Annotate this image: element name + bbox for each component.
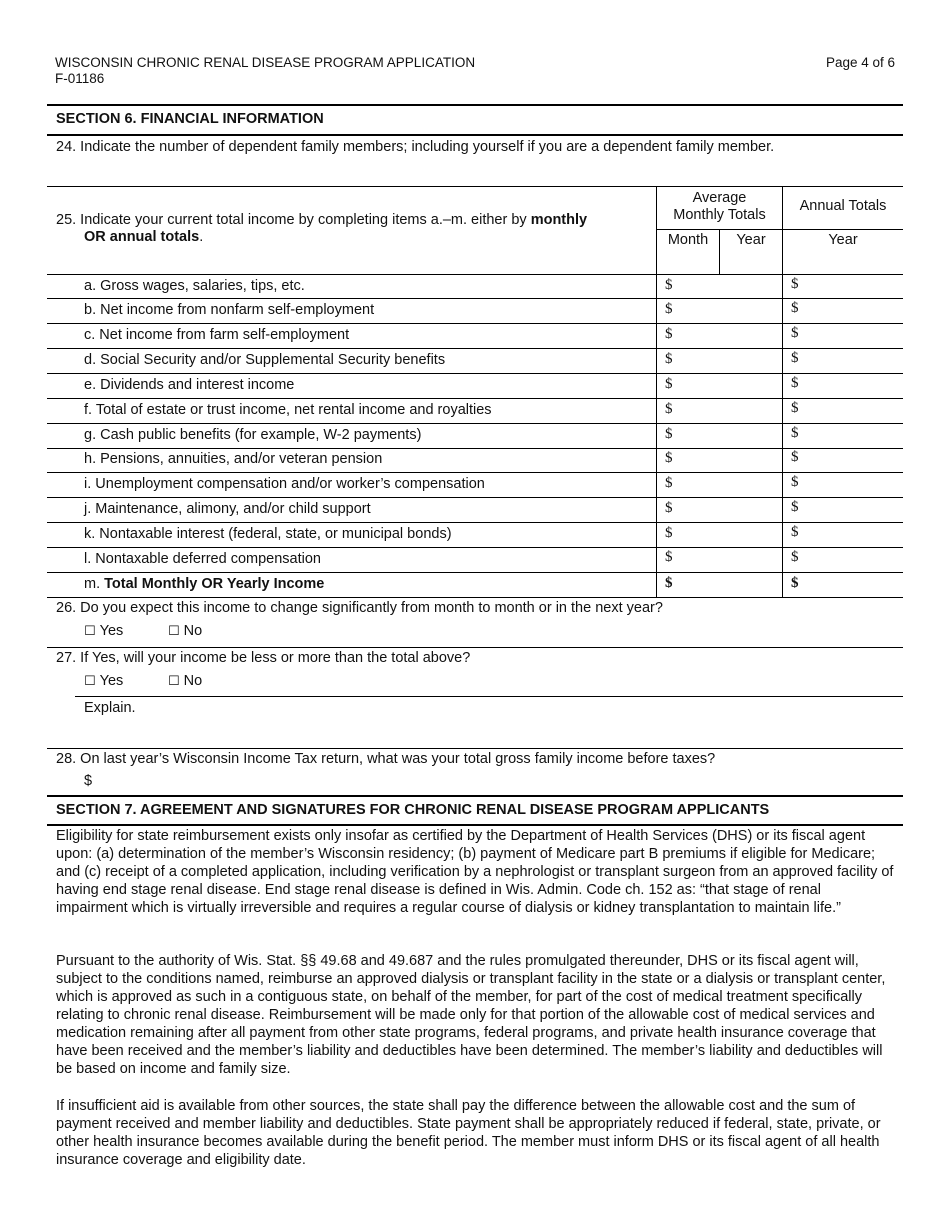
table-row-border bbox=[47, 572, 903, 573]
month-dollar-field[interactable]: $ bbox=[665, 401, 673, 417]
q25-suffix: . bbox=[199, 229, 204, 245]
q25-bold: monthly bbox=[530, 212, 588, 228]
table-row-border bbox=[47, 472, 903, 473]
row-label-total bbox=[84, 576, 324, 592]
section-row-border bbox=[47, 647, 903, 648]
month-total-field[interactable]: $ bbox=[665, 575, 673, 591]
section7-title: SECTION 7. AGREEMENT AND SIGNATURES FOR CHRONIC RENAL DISEASE PROGRAM APPLICANTS bbox=[56, 802, 770, 818]
table-row-border bbox=[47, 348, 903, 349]
month-dollar-field[interactable]: $ bbox=[665, 450, 673, 466]
section6-title: SECTION 6. FINANCIAL INFORMATION bbox=[56, 111, 324, 127]
agreement-paragraph-1: Eligibility for state reimbursement exists only insofar as certified by the Department of Health Services (DHS) or its fiscal agent upon: (a) determination of the member’s Wisconsin residency; (b) payment of Medicare part B premiums if eligible for Medicare; and (c) receipt of a completed application, including verification by a nephrologist or transplant surgeon from an approved facility of having end stage renal disease. End stage renal disease is defined in Wis. Admin. Code ch. 152 as: “that stage of renal impairment which is virtually irreversible and requires a regular course of dialysis or kidney transplantation to maintain life.” bbox=[56, 828, 894, 916]
month-dollar-field[interactable]: $ bbox=[665, 326, 673, 342]
checkbox-label: No bbox=[183, 673, 203, 689]
col-header-annual-year: Year bbox=[828, 232, 858, 248]
annual-dollar-field[interactable]: $ bbox=[791, 325, 799, 341]
table-row-border bbox=[47, 522, 903, 523]
col-header-average bbox=[657, 190, 782, 224]
row-label: j. Maintenance, alimony, and/or child support bbox=[84, 501, 371, 517]
form-page bbox=[47, 0, 903, 1230]
annual-dollar-field[interactable]: $ bbox=[791, 474, 799, 490]
section-divider bbox=[47, 795, 903, 797]
table-row-border bbox=[47, 274, 903, 275]
table-row-border bbox=[47, 398, 903, 399]
checkbox-label: Yes bbox=[99, 673, 124, 689]
table-top-border bbox=[47, 186, 903, 187]
row-label: i. Unemployment compensation and/or worker’s compensation bbox=[84, 476, 485, 492]
q27-no-checkbox[interactable] bbox=[168, 673, 202, 689]
q25-text: 25. Indicate your current total income by completing items a.–m. either by bbox=[56, 212, 531, 228]
row-label: b. Net income from nonfarm self-employment bbox=[84, 302, 375, 318]
table-row-border bbox=[47, 547, 903, 548]
total-prefix: m. bbox=[84, 576, 105, 592]
q27-yes-checkbox[interactable] bbox=[84, 673, 123, 689]
question-24: 24. Indicate the number of dependent family members; including yourself if you are a dependent family member. bbox=[56, 139, 775, 155]
table-row-border bbox=[47, 373, 903, 374]
col-header-year: Year bbox=[736, 232, 766, 248]
explain-field[interactable]: Explain. bbox=[84, 700, 136, 716]
annual-dollar-field[interactable]: $ bbox=[791, 549, 799, 565]
col-header-month: Month bbox=[667, 232, 709, 248]
agreement-paragraph-3: If insufficient aid is available from other sources, the state shall pay the difference between the allowable cost and the sum of payment received and member liability and deductibles. State payment shall be appropriately reduced if federal, state, private, or other health insurance becomes available during the benefit period. The member must inform DHS or its fiscal agent of all health insurance coverage and eligibility date. bbox=[56, 1098, 881, 1168]
q25-bold: OR annual totals bbox=[84, 229, 200, 245]
row-label: f. Total of estate or trust income, net rental income and royalties bbox=[84, 402, 492, 418]
section-divider bbox=[47, 824, 903, 826]
annual-dollar-field[interactable]: $ bbox=[791, 499, 799, 515]
annual-dollar-field[interactable]: $ bbox=[791, 350, 799, 366]
table-row-border bbox=[47, 323, 903, 324]
header-divider bbox=[656, 229, 903, 230]
page-header bbox=[55, 55, 895, 87]
table-row-border bbox=[47, 298, 903, 299]
section-divider bbox=[47, 104, 903, 106]
month-dollar-field[interactable]: $ bbox=[665, 475, 673, 491]
question-26: 26. Do you expect this income to change significantly from month to month or in the next year? bbox=[56, 600, 663, 616]
month-dollar-field[interactable]: $ bbox=[665, 549, 673, 565]
annual-dollar-field[interactable]: $ bbox=[791, 425, 799, 441]
q26-yes-checkbox[interactable] bbox=[84, 623, 123, 639]
row-label: g. Cash public benefits (for example, W-2 payments) bbox=[84, 427, 422, 443]
month-dollar-field[interactable]: $ bbox=[665, 500, 673, 516]
form-number: F-01186 bbox=[55, 71, 105, 86]
col-avg-line1: Average bbox=[692, 190, 747, 206]
row-label: k. Nontaxable interest (federal, state, or municipal bonds) bbox=[84, 526, 452, 542]
question-28: 28. On last year’s Wisconsin Income Tax return, what was your total gross family income before taxes? bbox=[56, 751, 716, 767]
table-row-border bbox=[47, 448, 903, 449]
month-dollar-field[interactable]: $ bbox=[665, 301, 673, 317]
month-dollar-field[interactable]: $ bbox=[665, 376, 673, 392]
question-27: 27. If Yes, will your income be less or more than the total above? bbox=[56, 650, 471, 666]
row-label: d. Social Security and/or Supplemental Security benefits bbox=[84, 352, 446, 368]
checkbox-icon: ☐ bbox=[168, 624, 180, 639]
row-label: h. Pensions, annuities, and/or veteran pension bbox=[84, 451, 383, 467]
checkbox-label: Yes bbox=[99, 623, 124, 639]
section-row-border bbox=[47, 748, 903, 749]
annual-total-field[interactable]: $ bbox=[791, 575, 799, 591]
col-header-annual: Annual Totals bbox=[799, 198, 887, 214]
checkbox-icon: ☐ bbox=[168, 674, 180, 689]
question-25 bbox=[56, 212, 638, 246]
q26-no-checkbox[interactable] bbox=[168, 623, 202, 639]
month-dollar-field[interactable]: $ bbox=[665, 351, 673, 367]
checkbox-label: No bbox=[183, 623, 203, 639]
section-divider bbox=[47, 134, 903, 136]
checkbox-icon: ☐ bbox=[84, 624, 96, 639]
section-row-border bbox=[75, 696, 903, 697]
month-dollar-field[interactable]: $ bbox=[665, 426, 673, 442]
month-dollar-field[interactable]: $ bbox=[665, 525, 673, 541]
annual-dollar-field[interactable]: $ bbox=[791, 449, 799, 465]
form-title: WISCONSIN CHRONIC RENAL DISEASE PROGRAM APPLICATION bbox=[55, 55, 476, 70]
annual-dollar-field[interactable]: $ bbox=[791, 300, 799, 316]
row-label: e. Dividends and interest income bbox=[84, 377, 295, 393]
row-label: l. Nontaxable deferred compensation bbox=[84, 551, 321, 567]
table-row-border bbox=[47, 423, 903, 424]
checkbox-icon: ☐ bbox=[84, 674, 96, 689]
gross-income-field[interactable]: $ bbox=[84, 773, 93, 789]
col-avg-line2: Monthly Totals bbox=[673, 207, 766, 223]
annual-dollar-field[interactable]: $ bbox=[791, 400, 799, 416]
month-dollar-field[interactable]: $ bbox=[665, 277, 673, 293]
table-row-border bbox=[47, 497, 903, 498]
agreement-paragraph-2: Pursuant to the authority of Wis. Stat. §§ 49.68 and 49.687 and the rules promulgated thereunder, DHS or its fiscal agent will, subject to the conditions named, reimburse an approved dialysis or transplant facility in the state or a dialysis or transplant center, which is approved as such in a contiguous state, on behalf of the member, for part of the cost of medical treatment specifically relating to chronic renal disease. Reimbursement will be made only for that portion of the allowable cost of medical services and medication remaining after all payment from other state programs, federal programs, and private health insurance coverage that have been received and the member’s liability and deductibles have been determined. The member’s liability and deductibles will be based on income and family size. bbox=[56, 953, 886, 1077]
annual-dollar-field[interactable]: $ bbox=[791, 375, 799, 391]
total-label: Total Monthly OR Yearly Income bbox=[104, 576, 325, 592]
row-label: c. Net income from farm self-employment bbox=[84, 327, 350, 343]
annual-dollar-field[interactable]: $ bbox=[791, 276, 799, 292]
page-number: Page 4 of 6 bbox=[825, 55, 895, 70]
table-bottom-border bbox=[47, 597, 903, 598]
row-label: a. Gross wages, salaries, tips, etc. bbox=[84, 278, 305, 294]
annual-dollar-field[interactable]: $ bbox=[791, 524, 799, 540]
